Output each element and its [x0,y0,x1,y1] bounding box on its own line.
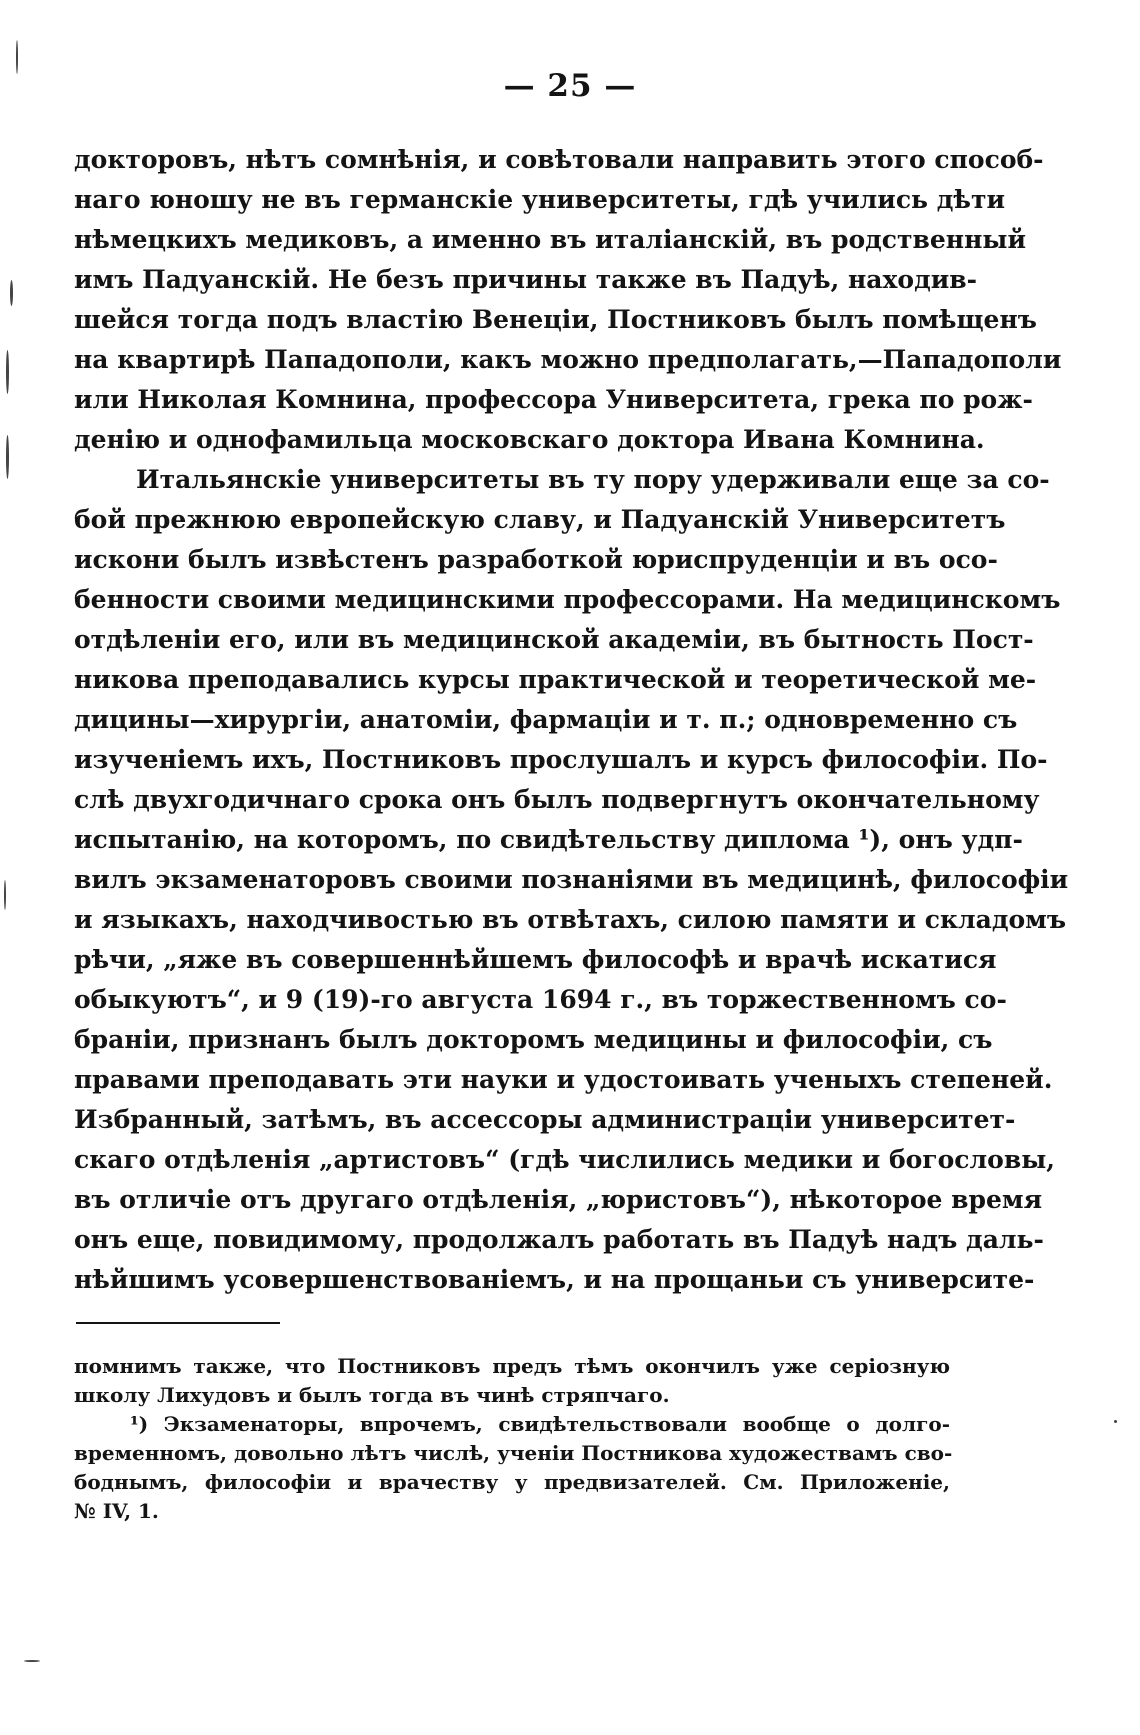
footnote-line: боднымъ, философіи и врачеству у предвизателей. См. Приложеніе, [74,1470,950,1494]
text-line: вилъ экзаменаторовъ своими познаніями въ медицинѣ, философіи [74,865,1069,894]
scan-speck [1114,1420,1117,1423]
body-text [74,140,1069,1300]
footnote-line: временномъ, довольно лѣтъ числѣ, ученіи Постникова художествамъ сво- [74,1441,953,1465]
text-line: браніи, признанъ былъ докторомъ медицины и философіи, съ [74,1025,993,1054]
scan-speck [6,435,9,479]
text-line: нѣмецкихъ медиковъ, а именно въ италіанскій, въ родственный [74,225,1026,254]
scan-speck [6,350,9,394]
text-line: и языкахъ, находчивостью въ отвѣтахъ, силою памяти и складомъ [74,905,1067,934]
paragraph-end-line: денію и однофамильца московскаго доктора Ивана Комнина. [74,425,985,454]
text-line: онъ еще, повидимому, продолжалъ работать въ Падуѣ надъ даль- [74,1225,1044,1254]
text-line: рѣчи, „яже въ совершеннѣйшемъ философѣ и врачѣ искатися [74,945,997,974]
text-line: имъ Падуанскій. Не безъ причины также въ Падуѣ, находив- [74,265,978,294]
text-line: въ отличіе отъ другаго отдѣленія, „юристовъ“), нѣкоторое время [74,1185,1043,1214]
text-line: обыкуютъ“, и 9 (19)-го августа 1694 г., въ торжественномъ со- [74,985,1007,1014]
scan-speck [10,280,13,306]
text-line: наго юношу не въ германскіе университеты, гдѣ учились дѣти [74,185,1006,214]
text-line: слѣ двухгодичнаго срока онъ былъ подвергнутъ окончательному [74,785,1040,814]
text-line: бенности своими медицинскими профессорами. На медицинскомъ [74,585,1061,614]
text-line: на квартирѣ Пападополи, какъ можно предполагать,—Пападополи [74,345,1062,374]
text-line: отдѣленіи его, или въ медицинской академіи, въ бытность Пост- [74,625,1034,654]
text-line: искони былъ извѣстенъ разработкой юриспруденціи и въ осо- [74,545,998,574]
footnote-marker-line: ¹) Экзаменаторы, впрочемъ, свидѣтельствовали вообще о долго- [130,1412,950,1436]
text-line: дицины—хирургіи, анатоміи, фармаціи и т. п.; одновременно съ [74,705,1018,734]
footnote-divider [76,1322,280,1324]
text-line: шейся тогда подъ властію Венеціи, Постниковъ былъ помѣщенъ [74,305,1037,334]
page-number: — 25 — [503,68,637,104]
footnote-line: школу Лихудовъ и былъ тогда въ чинѣ стряпчаго. [74,1383,670,1407]
text-line: скаго отдѣленія „артистовъ“ (гдѣ числились медики и богословы, [74,1145,1055,1174]
text-line: докторовъ, нѣтъ сомнѣнія, и совѣтовали направить этого способ- [74,145,1044,174]
footnote-line: № IV, 1. [74,1499,159,1523]
text-line: правами преподавать эти науки и удостоивать ученыхъ степеней. [74,1065,1053,1094]
text-line: испытанію, на которомъ, по свидѣтельству диплома ¹), онъ удп- [74,825,1023,854]
scan-speck [16,40,18,74]
text-line: изученіемъ ихъ, Постниковъ прослушалъ и курсъ философіи. По- [74,745,1048,774]
text-line: бой прежнюю европейскую славу, и Падуанскій Университетъ [74,505,1006,534]
paragraph-start-line: Итальянскіе университеты въ ту пору удерживали еще за со- [136,465,1050,494]
text-line: никова преподавались курсы практической и теоретической ме- [74,665,1037,694]
footnote-line: помнимъ также, что Постниковъ предъ тѣмъ окончилъ уже серіозную [74,1354,950,1378]
scan-speck [24,1660,40,1662]
text-line: или Николая Комнина, профессора Университета, грека по рож- [74,385,1033,414]
footnotes [74,1352,953,1526]
text-line: Избранный, затѣмъ, въ ассессоры администраціи университет- [74,1105,1016,1134]
text-line: нѣйшимъ усовершенствованіемъ, и на прощаньи съ университе- [74,1265,1035,1294]
scan-speck [4,880,6,910]
